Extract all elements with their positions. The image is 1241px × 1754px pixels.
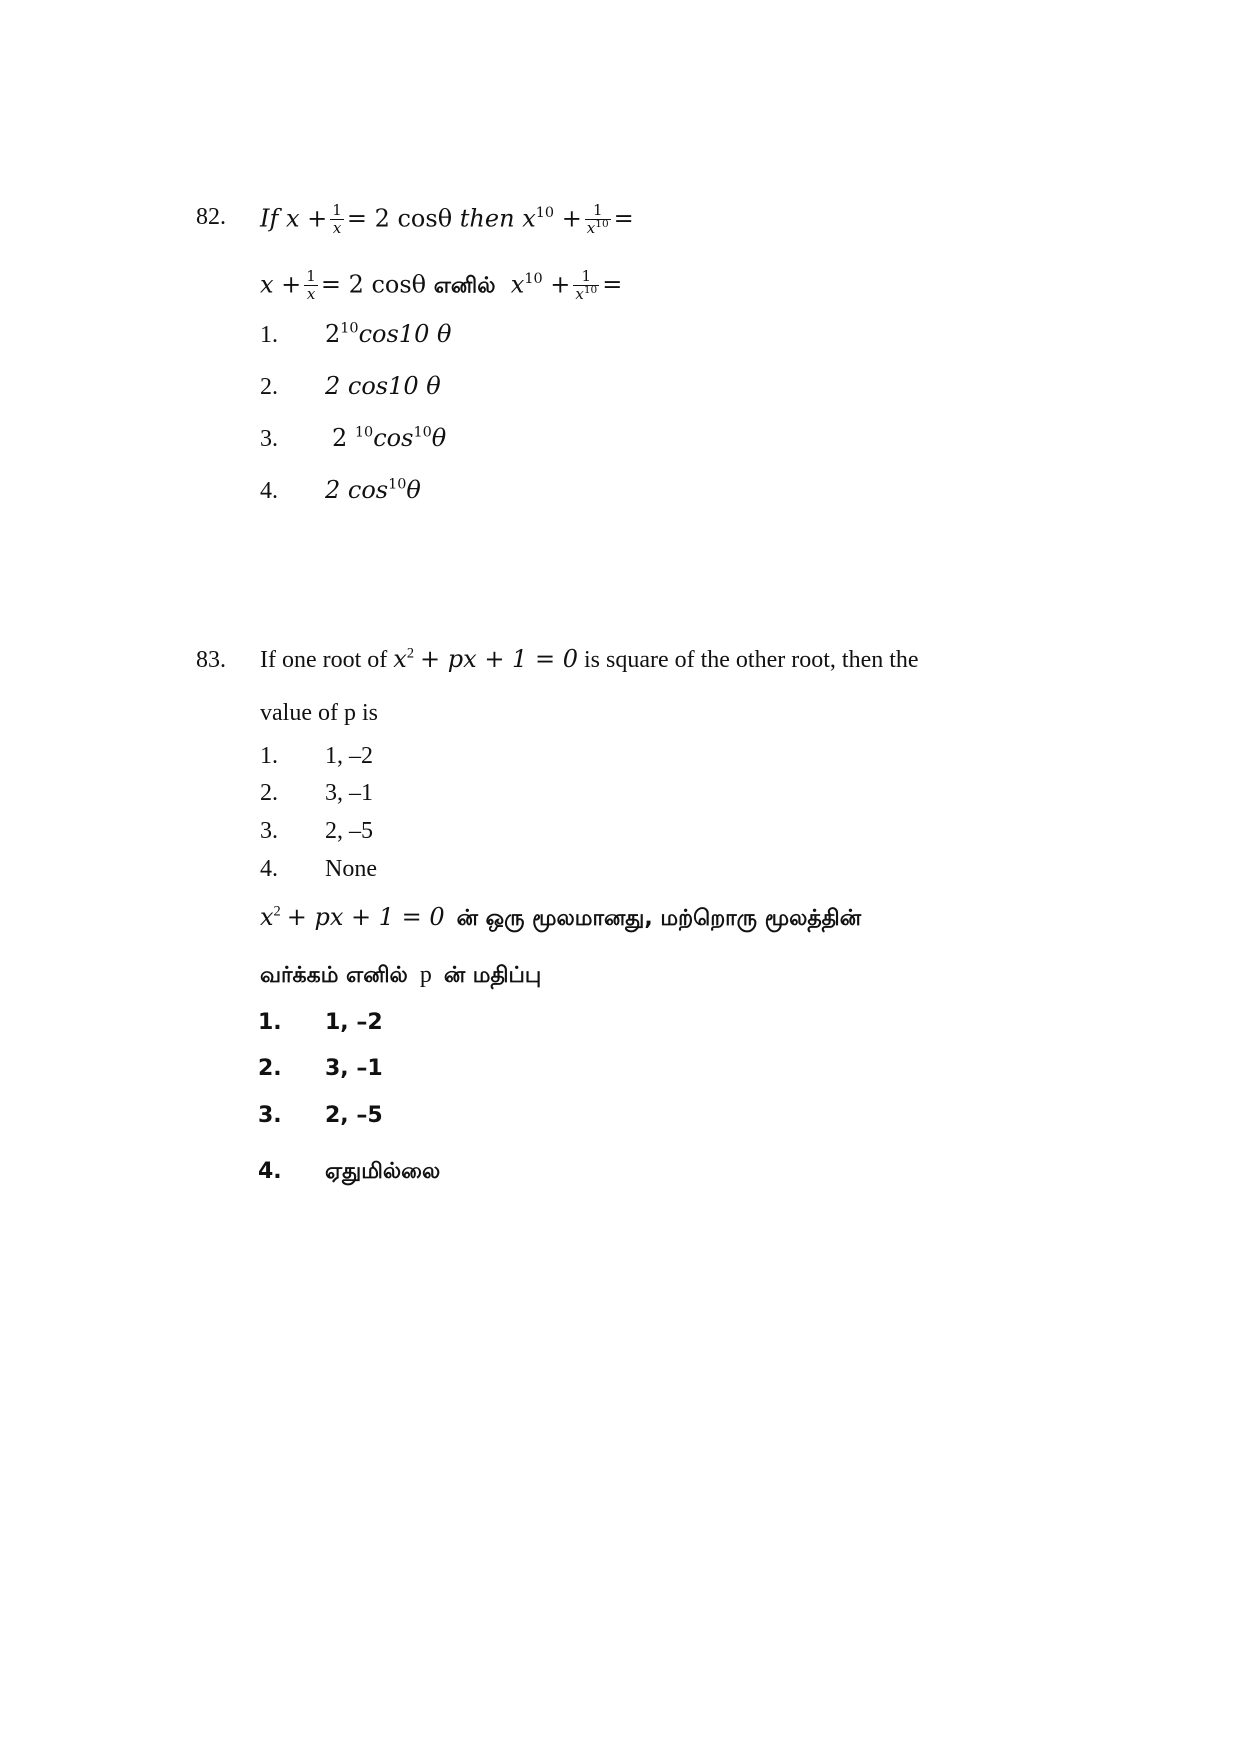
q82-option-1: $2^{10}\cos 10$ θ: [325, 320, 452, 348]
q83-en-option-4-number: 4.: [260, 856, 278, 882]
question-83-english-line-1: If one root of $x^2$ + px + 1 = 0 is square of the other root, then the: [260, 645, 919, 673]
q83-ta-option-3-number: 3.: [258, 1103, 282, 1128]
q83-en-option-2-number: 2.: [260, 780, 278, 806]
q83-ta-option-1-number: 1.: [258, 1010, 282, 1035]
question-83-english-line-2: value of p is: [260, 700, 378, 726]
q83-en-option-3-number: 3.: [260, 818, 278, 844]
q83-en-option-1: 1, –2: [325, 743, 373, 769]
q83-en-option-3: 2, –5: [325, 818, 373, 844]
q83-ta-option-4-number: 4.: [258, 1159, 282, 1184]
fraction-1-over-x: $\frac{1}{x}$: [332, 201, 342, 238]
q82-option-4: 2 $\cos^{10}\theta$: [325, 476, 421, 504]
question-83-tamil-line-1: $x^2$ + px + 1 = 0 ன் ஒரு மூலமானது, மற்றொரு மூலத்தின்: [260, 903, 862, 931]
question-number-83: 83.: [196, 647, 226, 673]
q83-en-option-2: 3, –1: [325, 780, 373, 806]
q83-ta-option-3: 2, –5: [325, 1103, 383, 1128]
q82-option-2: 2 cos10 θ: [325, 372, 441, 400]
question-82-english: If x + $\frac{1}{x}$ = 2 cosθ then $x^{10}$ + $\frac{1}{x^{10}}$ =: [260, 201, 634, 238]
q83-en-option-1-number: 1.: [260, 743, 278, 769]
q83-ta-option-2: 3, –1: [325, 1056, 383, 1081]
q82-option-4-number: 4.: [260, 478, 278, 504]
question-83-tamil-line-2: வர்க்கம் எனில் p ன் மதிப்பு: [260, 962, 542, 988]
fraction-1-over-x10: $\frac{1}{x^{10}}$: [586, 201, 609, 238]
question-82-tamil: x + $\frac{1}{x}$ = 2 cosθ எனில் $x^{10}$ + $\frac{1}{x^{10}}$ =: [260, 267, 623, 304]
q82-option-1-number: 1.: [260, 322, 278, 348]
q83-en-option-4: None: [325, 856, 377, 882]
q82-option-2-number: 2.: [260, 374, 278, 400]
q82-option-3-number: 3.: [260, 426, 278, 452]
q82-option-3: 2 $^{10}\cos^{10}\theta$: [332, 424, 447, 452]
question-number-82: 82.: [196, 204, 226, 230]
q83-ta-option-2-number: 2.: [258, 1056, 282, 1081]
q83-ta-option-1: 1, –2: [325, 1010, 383, 1035]
q83-ta-option-4: ஏதுமில்லை: [325, 1159, 441, 1184]
